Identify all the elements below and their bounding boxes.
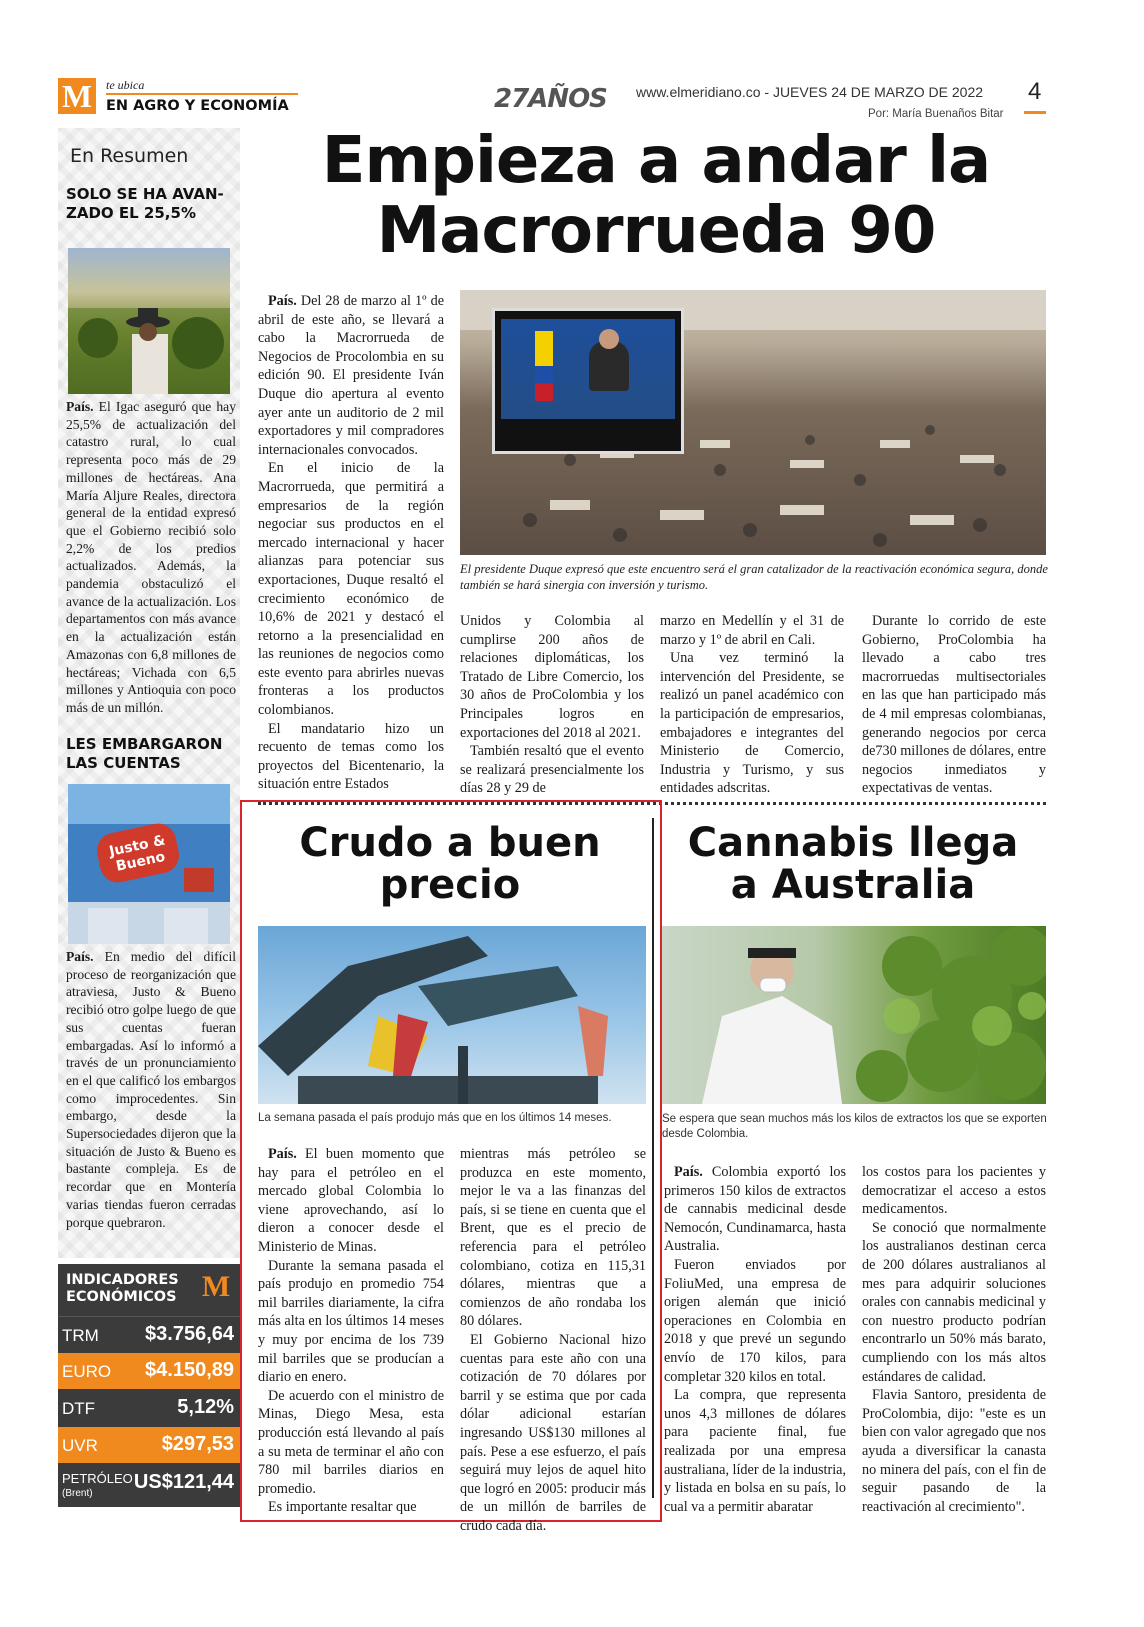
indicators-box [58,1264,240,1507]
sidebar-item2-body [66,948,236,1231]
cannabis-col2-p3: Flavia Santoro, presidenta de ProColombia, dijo: "este es un bien con valor agregado que nos ayuda a diversificar la canasta no minera del país, con el fin de seguir pasando de la reactivación al crecimiento". [862,1387,1046,1515]
indicator-row-uvr: UVR $297,53 [58,1427,240,1463]
anniversary-badge: 27AÑOS [494,84,607,114]
cannabis-col1-p2: Fueron enviados por FoliuMed, una empresa de origen alemán que inició operaciones en Colombia en 2018 y que prevé un segundo envío de 170 kilos, para completar 320 kilos en total. [664,1256,846,1385]
indicators-logo: M [201,1270,231,1303]
cannabis-caption: Se espera que sean muchos más los kilos de extractos los que se exporten desde Colombia. [662,1113,1047,1140]
tagline-rule [106,93,298,95]
main-col4-p1: Durante lo corrido de este Gobierno, ProColombia ha llevado a cabo tres macrorruedas multisectoriales en las que han participado más de 4 mil empresas colombianas, generando negocios por cerca de730 millones de dólares, entre negocios inmediatos y expectativas de ventas. [862,613,1046,797]
main-col1 [258,292,444,794]
cannabis-col1-p3: La compra, que representa unos 4,3 millones de dólares para paciente final, fue realizada por una empresa australiana, líder de la industria, y listada en bolsa en su país, lo cual va a permitir abaratar [664,1387,847,1515]
main-col2 [460,612,644,798]
tagline-small: te ubica [106,78,145,92]
cannabis-photo [662,926,1046,1104]
main-col1-p1: Del 28 de marzo al 1º de abril de este año, se llevará a cabo la Macrorrueda de Negocios de Procolombia en su edición 90. El presidente Iván Duque dio apertura al evento ayer ante un auditorio de 2 mil exportadores y mil compradores internacionales convocados. [258,293,444,458]
oil-pump-photo [258,926,646,1104]
crudo-caption: La semana pasada el país produjo más que en los últimos 14 meses. [258,1112,612,1124]
farmer-photo [68,248,230,394]
lead-word: País. [268,1146,297,1162]
main-col1-p2: En el inicio de la Macrorrueda, que permitirá a empresarios de la región negociar sus productos en el mercado internacional y hacer alianzas para potenciar sus exportaciones, Duque resaltó el crecimiento económico de 10,6% de 2021 y destacó el retorno a la presencialidad en las reuniones de negocios como este evento para abrirles nuevas fronteras a los productos colombianos. [258,460,444,719]
main-col2-p1: Unidos y Colombia al cumplirse 200 años de relaciones diplomáticas, los Tratado de Libre Comercio, los 30 años de ProColombia y los Principales logros en exportaciones del 2018 al 2021. [460,613,644,741]
sidebar-item1-text: El Igac aseguró que hay 25,5% de actualización del catastro rural, lo cual representa poco más de 29 millones de hectáreas. Ana María Aljure Reales, directora general de la entidad expresó que el Gobierno recibió solo 2,2% de los predios actualizados. Además, la pandemia obstaculizó el avance de la actualización. Los departamentos con más avance en la actualización están Amazonas con 6,8 millones de hectáreas; Vichada con 6,5 millones y Antioquia con poco más de un millón. [66,399,236,715]
crudo-col2 [460,1145,646,1535]
sidebar-title: En Resumen [70,145,189,167]
indicator-row-trm: TRM $3.756,64 [58,1316,240,1353]
cannabis-col2 [862,1163,1046,1516]
cannabis-col1 [664,1163,846,1516]
crudo-headline: Crudo a buen precio [299,820,601,908]
sidebar-item1-body [66,398,236,717]
crudo-col2-p1: mientras más petróleo se produzca en este momento, mejor le va a las finanzas del país, si se tiene en cuenta que el Brent, que es el precio de referencia para el petróleo colombiano, cotiza en 115,31 dólares, mientras que a comienzos de año rondaba los 80 dólares. [460,1146,646,1330]
byline: Por: María Buenaños Bitar [868,108,1004,120]
indicator-row-euro: EURO $4.150,89 [58,1353,240,1389]
lead-word: País. [66,949,94,964]
crudo-col1 [258,1145,444,1517]
lead-word: País. [674,1164,703,1180]
main-col3-p2: Una vez terminó la intervención del Presidente, se realizó un panel académico con la participación de empresarios, embajadores e integrantes del Ministerio de Comercio, Industria y Turismo, y sus entidades adscritas. [660,650,844,797]
lead-word: País. [66,399,94,414]
video-screen [492,308,684,454]
indicator-row-petroleo: PETRÓLEO (Brent) US$121,44 [58,1464,240,1507]
main-col3-p1: marzo en Medellín y el 31 de marzo y 1º de abril en Cali. [660,613,844,648]
main-col4 [862,612,1046,798]
article-divider [652,818,654,1498]
sidebar-heading-1: SOLO SE HA AVAN- ZADO EL 25,5% [66,185,224,222]
macrorrueda-photo [460,290,1046,555]
crudo-col2-p2: El Gobierno Nacional hizo cuentas para este año con una cotización de 70 dólares por barril y se estima que por cada dólar adicional estarían ingresando US$130 millones al país. Pese a ese esfuerzo, el país seguirá muy lejos de aquel hito que logró en 2005: producir más de un millón de barriles de crudo cada día. [460,1331,646,1534]
page-number: 4 [1028,78,1042,105]
cannabis-col1-p1: Colombia exportó los primeros 150 kilos de extractos de cannabis medicinal desde Nemocón, Cundinamarca, hasta Australia. [664,1164,846,1255]
crudo-col1-p3: De acuerdo con el ministro de Minas, Diego Mesa, esta producción está llevando al país a su meta de terminar el año con 780 mil barriles diarios en promedio. [258,1387,444,1497]
sidebar-item2-text: En medio del difícil proceso de reorganización que atraviesa, Justo & Bueno recibió otro golpe luego de que sus cuentas fueran embargadas. Así lo informó a través de un pronunciamiento en el que calificó los embargos como improcedentes. Sin embargo, desde la Supersociedades dijeron que la situación de Justo & Bueno es bastante compleja. Es de recordar que en Montería varias tiendas fueron cerradas porque quebraron. [66,949,236,1230]
brand-logo: M [58,78,96,114]
cannabis-headline: Cannabis llega a Australia [687,820,1019,908]
main-col2-p2: También resaltó que el evento se realizará presencialmente los días 28 y 29 de [460,743,644,797]
page-number-rule [1024,111,1046,114]
main-headline: Empieza a andar la Macrorrueda 90 [321,124,991,268]
main-col3 [660,612,844,798]
section-name: EN AGRO Y ECONOMÍA [106,98,289,114]
store-photo [68,784,230,944]
cannabis-col2-p1: los costos para los pacientes y democratizar el acceso a estos medicamentos. [862,1164,1046,1218]
store-sign: Justo & Bueno [107,832,167,875]
cannabis-col2-p2: Se conoció que normalmente los australianos destinan cerca de 200 dólares australianos al mes para adquirir soluciones orales con cannabis medicinal y con nuestro producto podrían encontrarlo un 50% más barato, cumpliendo con los más altos estándares de calidad. [862,1219,1046,1385]
crudo-col1-p4: Es importante resaltar que [268,1499,417,1516]
main-photo-caption: El presidente Duque expresó que este encuentro será el gran catalizador de la reactivación económica segura, donde también se hará sinergia con inversión y turismo. [460,562,1048,592]
crudo-col1-p2: Durante la semana pasada el país produjo en promedio 754 mil barriles diariamente, la cifra más alta en los últimos 14 meses y muy por encima de los 739 mil barriles que se producían a diario en enero. [258,1257,444,1386]
lead-word: País. [268,293,297,309]
indicator-sublabel: (Brent) [62,1488,93,1499]
indicator-row-dtf: DTF 5,12% [58,1390,240,1426]
main-col1-p3: El mandatario hizo un recuento de temas como los proyectos del Bicentenario, la situación entre Estados [258,720,444,793]
crudo-col1-p1: El buen momento que hay para el petróleo en el mercado global Colombia lo viene aprovechando, así lo dieron a conocer desde el Ministerio de Minas. [258,1146,444,1255]
indicators-title: INDICADORES ECONÓMICOS [66,1272,179,1305]
sidebar-heading-2: LES EMBARGARON LAS CUENTAS [66,735,223,772]
date-line: www.elmeridiano.co - JUEVES 24 DE MARZO DE 2022 [636,84,984,100]
